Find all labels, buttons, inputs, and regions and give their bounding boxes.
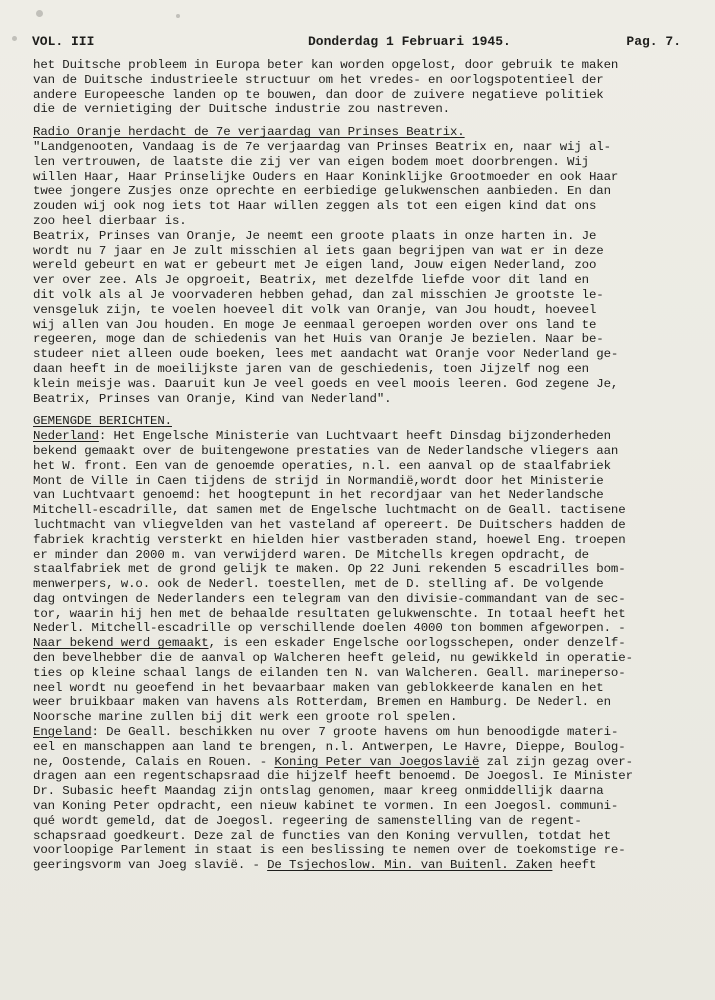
text-line — [33, 755, 693, 770]
text-line — [33, 621, 693, 636]
text-line: willen Haar, Haar Prinselijke Ouders en Haar Koninklijke Grootmoeder en ook Haar — [33, 169, 619, 184]
text-line: regeeren, moge dan de schiedenis van het Huis van Oranje Je bezielen. Naar be- — [33, 332, 604, 347]
text-line — [33, 429, 693, 444]
text-line — [33, 607, 693, 622]
text-segment: , is een eskader Engelsche oorlogsschepen, onder denzelf- — [208, 636, 626, 651]
text-line: wordt nu 7 jaar en Je zult misschien al iets gaan begrijpen van wat er in deze — [33, 243, 604, 258]
text-line — [33, 533, 693, 548]
text-segment: er minder dan 2000 m. van verwijderd waren. De Mitchells kregen opdracht, de — [33, 547, 589, 562]
text-line — [33, 843, 693, 858]
text-line — [33, 784, 693, 799]
text-line — [33, 710, 693, 725]
underlined-topic: De Tsjechoslow. Min. van Buitenl. Zaken — [267, 858, 553, 873]
volume-label: VOL. III — [32, 34, 95, 49]
text-segment: menwerpers, w.o. ook de Nederl. toestellen, met de D. stelling af. De volgende — [33, 577, 604, 592]
text-line — [33, 814, 693, 829]
text-line — [33, 548, 693, 563]
page-header — [32, 34, 681, 52]
text-segment: ne, Oostende, Calais en Rouen. - — [33, 754, 275, 769]
text-line — [33, 666, 693, 681]
text-segment: dragen aan een regentschapsraad die hijzelf heeft benoemd. De Joegosl. Ie Minister — [33, 769, 633, 784]
news-paragraph — [33, 429, 693, 873]
text-segment: den bevelhebber die de aanval op Walcheren heeft geleid, nu gewikkeld in operatie- — [33, 651, 633, 666]
text-line — [33, 488, 693, 503]
text-segment: staalfabriek met de grond gelijk te maken. Op 22 Juni rekenden 5 escadrilles bom- — [33, 562, 626, 577]
text-line — [33, 799, 693, 814]
page-number: Pag. 7. — [626, 34, 681, 49]
text-line: vensgeluk zijn, te voelen hoeveel dit volk van Oranje, van Jou houdt, hoeveel — [33, 302, 597, 317]
text-segment: schapsraad goedkeurt. Deze zal de functies van den Koning vervullen, totdat het — [33, 828, 611, 843]
text-segment: fabriek krachtig versterkt en hielden hier vastberaden stand, hoewel Eng. troepen — [33, 532, 626, 547]
text-line — [33, 740, 693, 755]
text-line: len vertrouwen, de laatste die zij ver van eigen bodem moet doorbrengen. Wij — [33, 154, 589, 169]
text-segment: van Luchtvaart genoemd: het hoogtepunt in het recordjaar van het Nederlandsche — [33, 488, 604, 503]
text-line — [33, 829, 693, 844]
text-segment: tor, waarin hij hen met de behaalde resultaten gelukwenschte. In totaal heeft het — [33, 606, 626, 621]
text-segment: van Koning Peter opdracht, een nieuw kabinet te vormen. In een Joegosl. communi- — [33, 799, 619, 814]
text-segment: geeringsvorm van Joeg slavië. - — [33, 858, 268, 873]
text-line — [33, 769, 693, 784]
text-segment: Noorsche marine zullen bij dit werk een groote rol spelen. — [33, 710, 458, 725]
text-segment: dag ontvingen de Nederlanders een telegram van den divisie-commandant van de sec- — [33, 591, 626, 606]
text-segment: voorloopige Parlement in staat is een beslissing te nemen over de toekomstige re- — [33, 843, 626, 858]
text-segment: Dr. Subasic heeft Maandag zijn ontslag genomen, maar kreeg onmiddellijk daarna — [33, 784, 604, 799]
text-line — [33, 651, 693, 666]
text-line: Beatrix, Prinses van Oranje, Kind van Nederland". — [33, 391, 392, 406]
radio-heading: Radio Oranje herdacht de 7e verjaardag van Prinses Beatrix. — [33, 125, 465, 140]
ink-smudge — [12, 36, 17, 41]
text-line — [33, 503, 693, 518]
text-line — [33, 474, 693, 489]
text-segment: heeft — [552, 858, 597, 873]
underlined-topic: Koning Peter van Joegoslavië — [274, 754, 480, 769]
text-line — [33, 681, 693, 696]
text-segment: Nederl. Mitchell-escadrille op verschillende doelen 4000 ton bommen afgeworpen. - — [33, 621, 626, 636]
text-segment: Mont de Ville in Caen tijdens de strijd in Normandië,wordt door het Ministerie — [33, 473, 604, 488]
text-line — [33, 858, 693, 873]
text-segment: Mitchell-escadrille, dat samen met de Engelsche luchtmacht on de Geall. tactisene — [33, 503, 626, 518]
text-segment: qué wordt gemeld, dat de Joegosl. regeering de samenstelling van de regent- — [33, 813, 582, 828]
text-line: die de vernietiging der Duitsche industrie zou nastreven. — [33, 102, 450, 117]
document-body — [33, 58, 693, 873]
text-line: zouden wij ook nog iets tot Haar willen zeggen als tot een eigen kind dat ons — [33, 199, 597, 214]
text-segment: : Het Engelsche Ministerie van Luchtvaart heeft Dinsdag bijzonderheden — [98, 429, 611, 444]
text-line — [33, 592, 693, 607]
underlined-topic: Nederland — [33, 429, 99, 444]
text-segment: luchtmacht van vliegvelden van het vasteland af opereert. De Duitschers hadden de — [33, 517, 626, 532]
text-segment: zal zijn gezag over- — [479, 754, 633, 769]
text-line — [33, 518, 693, 533]
text-line: van de Duitsche industrieele structuur om het vredes- en oorlogspotentieel der — [33, 72, 604, 87]
text-line: studeer niet alleen oude boeken, lees met aandacht wat Oranje voor Nederland ge- — [33, 347, 619, 362]
text-segment: : De Geall. beschikken nu over 7 groote havens om hun benoodigde materi- — [91, 725, 619, 740]
text-line: wereld gebeurt en wat er gebeurt met Je eigen land, Jouw eigen Nederland, zoo — [33, 258, 597, 273]
ink-smudge — [36, 10, 43, 17]
text-line: "Landgenooten, Vandaag is de 7e verjaardag van Prinses Beatrix en, naar wij al- — [33, 139, 611, 154]
text-line: wij allen van Jou houden. En moge Je eenmaal geroepen worden over ons land te — [33, 317, 597, 332]
text-segment: ties op kleine schaal langs de eilanden ten N. van Walcheren. Geall. marineperso- — [33, 665, 626, 680]
text-segment: eel en manschappen aan land te brengen, n.l. Antwerpen, Le Havre, Dieppe, Boulog- — [33, 739, 626, 754]
text-line: zoo heel dierbaar is. — [33, 213, 187, 228]
text-line — [33, 636, 693, 651]
text-line — [33, 444, 693, 459]
text-segment: het W. front. Een van de genoemde operaties, n.l. een aanval op de staalfabriek — [33, 458, 611, 473]
text-line: daan heeft in de moeilijkste jaren van de geschiedenis, toen Jijzelf nog een — [33, 361, 589, 376]
text-line: Beatrix, Prinses van Oranje, Je neemt een groote plaats in onze harten in. Je — [33, 228, 597, 243]
text-line: andere Europeesche landen op te bouwen, dan door de zuivere negatieve politiek — [33, 87, 604, 102]
text-line: ver over zee. Als Je opgroeit, Beatrix, met dezelfde liefde voor dit land en — [33, 273, 589, 288]
ink-smudge — [176, 14, 180, 18]
text-line — [33, 577, 693, 592]
text-line: twee jongere Zusjes onze oprechte en eerbiedige gelukwenschen aanbieden. En dan — [33, 184, 611, 199]
text-line: klein meisje was. Daaruit kun Je veel goeds en veel moois leeren. God zegene Je, — [33, 376, 619, 391]
text-line: dit volk als al Je voorvaderen hebben gehad, dan zal misschien Je grootste le- — [33, 287, 604, 302]
text-line — [33, 459, 693, 474]
text-line — [33, 695, 693, 710]
text-line — [33, 725, 693, 740]
text-line: het Duitsche probleem in Europa beter kan worden opgelost, door gebruik te maken — [33, 58, 619, 72]
date-label: Donderdag 1 Februari 1945. — [308, 34, 511, 49]
text-segment: bekend gemaakt over de buitengewone prestaties van de Nederlandsche vliegers aan — [33, 443, 619, 458]
radio-paragraph — [33, 140, 693, 406]
text-segment: weer bruikbaar maken van havens als Rotterdam, Bremen en Hamburg. De Nederl. en — [33, 695, 611, 710]
news-heading: GEMENGDE BERICHTEN. — [33, 414, 172, 429]
underlined-topic: Naar bekend werd gemaakt — [33, 636, 209, 651]
underlined-topic: Engeland — [33, 725, 92, 740]
intro-paragraph — [33, 58, 693, 117]
text-line — [33, 562, 693, 577]
text-segment: neel wordt nu geoefend in het bevaarbaar maken van geblokkeerde kanalen en het — [33, 680, 604, 695]
